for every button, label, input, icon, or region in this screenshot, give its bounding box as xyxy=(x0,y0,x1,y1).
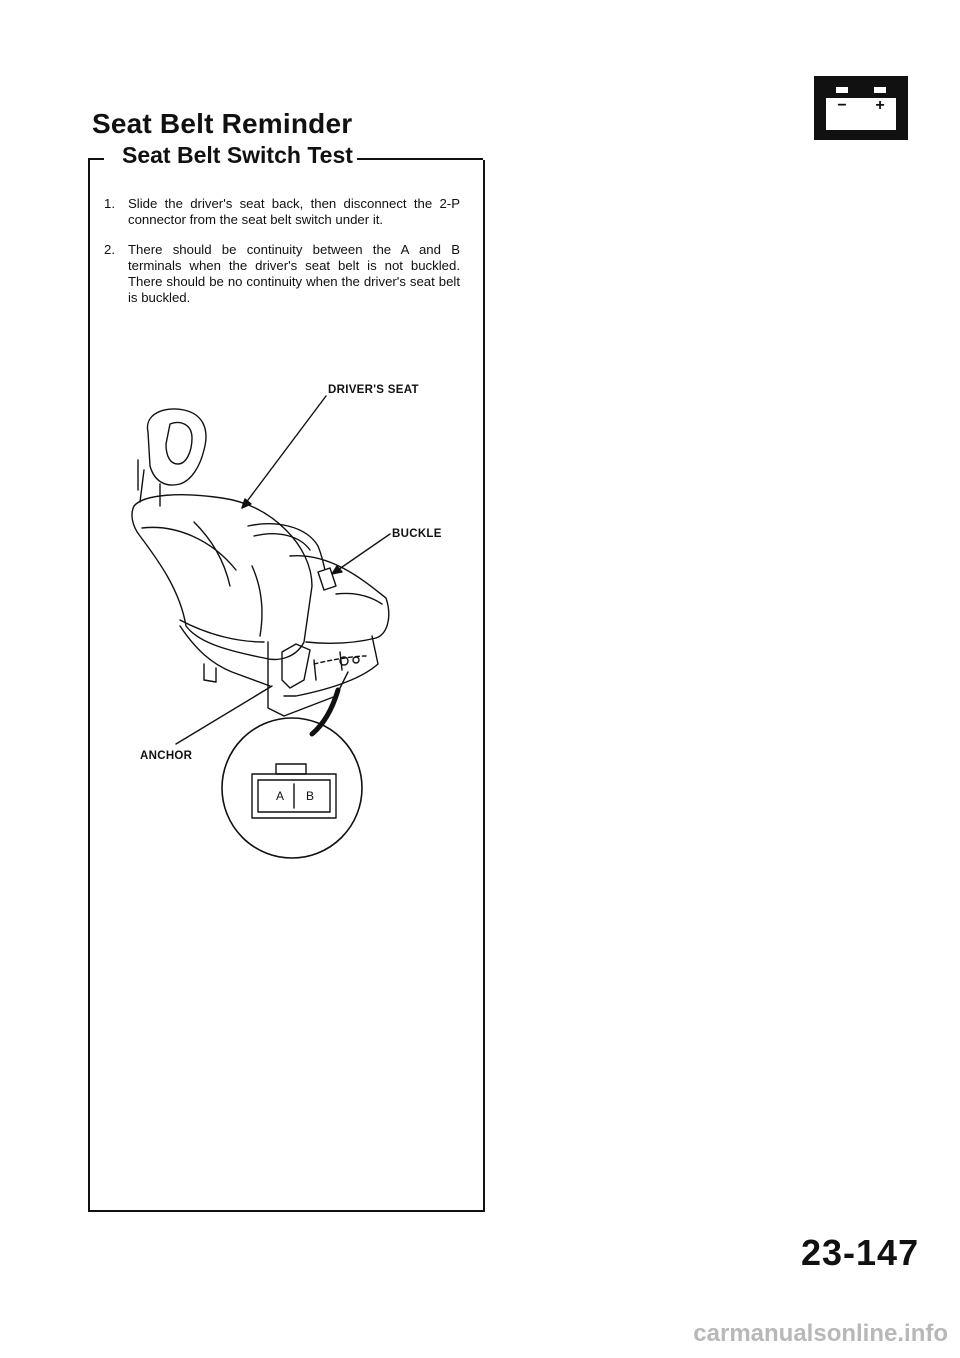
procedure-steps xyxy=(104,196,460,320)
page-title: Seat Belt Reminder xyxy=(92,108,353,139)
seat-belt xyxy=(248,524,336,590)
headrest xyxy=(138,409,206,506)
watermark: carmanualsonline.info xyxy=(693,1320,948,1347)
buckle-leader xyxy=(332,534,390,574)
connector-terminal-b: B xyxy=(305,789,315,803)
step-item xyxy=(104,196,460,228)
callout-pointer xyxy=(312,690,338,734)
connector-2p xyxy=(252,764,336,818)
step-number: 2. xyxy=(104,242,115,257)
connector-terminal-a: A xyxy=(275,789,285,803)
drivers-seat-leader xyxy=(242,396,326,508)
seat-base xyxy=(180,626,366,716)
section-title: Seat Belt Switch Test xyxy=(118,142,357,169)
anchor-label: ANCHOR xyxy=(140,750,193,762)
anchor-leader xyxy=(176,686,272,744)
page-number: 23-147 xyxy=(801,1232,920,1273)
battery-plus-sign: + xyxy=(875,97,885,114)
battery-minus-sign: − xyxy=(837,97,847,114)
battery-icon xyxy=(814,76,908,140)
step-text: Slide the driver's seat back, then disconnect the 2-P connector from the seat belt switch under it. xyxy=(128,196,460,227)
step-number: 1. xyxy=(104,196,115,211)
drivers-seat-label: DRIVER'S SEAT xyxy=(328,384,419,396)
buckle-label: BUCKLE xyxy=(392,528,442,540)
seat-cushion xyxy=(284,556,389,696)
connector-callout-circle xyxy=(222,718,362,858)
step-item xyxy=(104,242,460,306)
seat-illustration xyxy=(100,380,460,900)
seat-backrest xyxy=(132,495,312,660)
step-text: There should be continuity between the A and B terminals when the driver's seat belt is not buckled. There should be no continuity when the driver's seat belt is buckled. xyxy=(128,242,460,305)
